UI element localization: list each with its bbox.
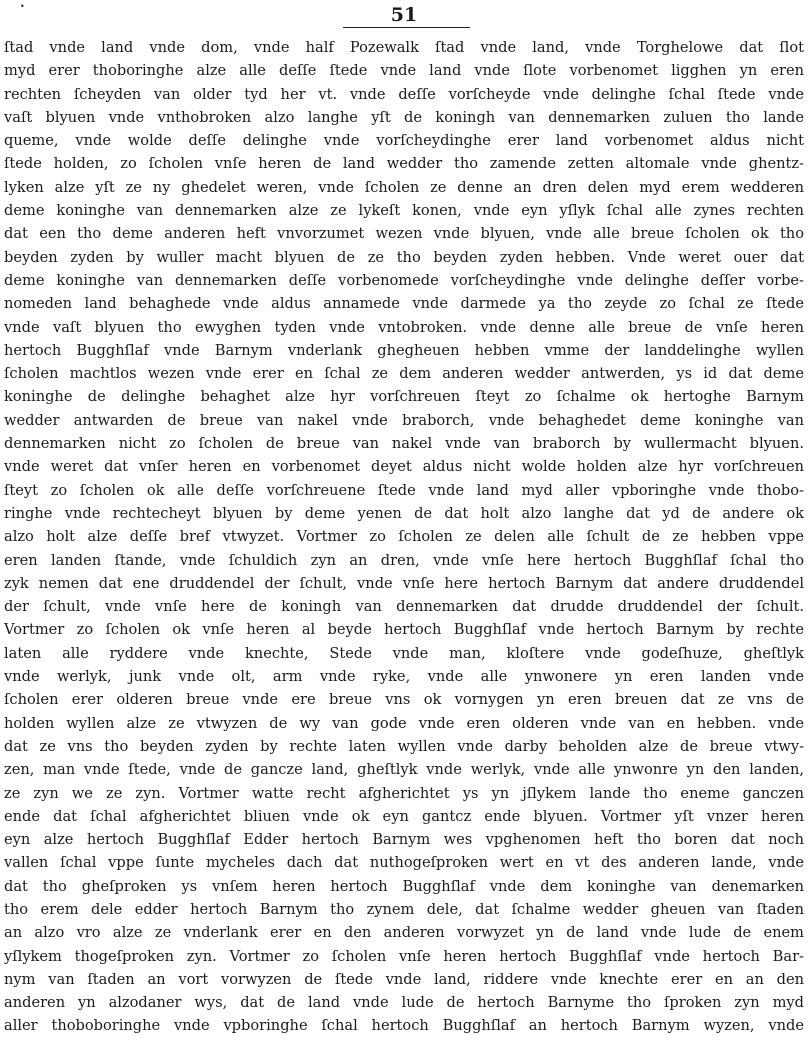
- text-line: tho erem dele edder hertoch Barnym tho zynem dele, dat ſchalme wedder gheuen van ſtaden: [4, 900, 804, 918]
- page-header: [0, 4, 808, 26]
- text-line: rechten ſcheyden van older tyd her vt. vnde deſſe vorſcheyde vnde delinghe ſchal ſtede vnde: [4, 85, 804, 103]
- text-line: zen, man vnde ſtede, vnde de gancze land, gheſtlyk vnde werlyk, vnde alle ynwonre yn den landen,: [4, 761, 804, 779]
- text-line: ſtede holden, zo ſcholen vnſe heren de land wedder tho zamende zetten altomale vnde ghentz-: [4, 155, 804, 173]
- text-line: Vortmer zo ſcholen ok vnſe heren al beyde hertoch Bugghſlaf vnde hertoch Barnym by rechte: [4, 621, 804, 639]
- text-line: ſteyt zo ſcholen ok alle deſſe vorſchreuene ſtede vnde land myd aller vpboringhe vnde thobo-: [4, 481, 804, 499]
- text-line: eren landen ſtande, vnde ſchuldich zyn an dren, vnde vnſe here hertoch Bugghſlaf ſchal tho: [4, 551, 804, 569]
- page-number: 51: [390, 4, 418, 26]
- text-line: koninghe de delinghe behaghet alze hyr vorſchreuen ſteyt zo ſchalme ok hertoghe Barnym: [4, 388, 804, 406]
- text-line: holden wyllen alze ze vtwyzen de wy van gode vnde eren olderen vnde van en hebben. vnde: [4, 714, 804, 732]
- text-line: nym van ſtaden an vort vorwyzen de ſtede vnde land, riddere vnde knechte erer en an den: [4, 970, 804, 988]
- header-rule: [343, 27, 470, 28]
- text-line: myd erer thoboringhe alze alle deſſe ſtede vnde land vnde ſlote vorbenomet ligghen yn eren: [4, 62, 804, 80]
- text-line: vnde vaſt blyuen tho ewyghen tyden vnde vntobroken. vnde denne alle breue de vnſe heren: [4, 318, 804, 336]
- text-line: eyn alze hertoch Bugghſlaf Edder hertoch Barnym wes vpghenomen heft tho boren dat noch: [4, 831, 804, 849]
- text-line: deme koninghe van dennemarken alze ze lykeſt konen, vnde eyn yſlyk ſchal alle zynes rechten: [4, 202, 804, 220]
- text-line: aller thoboboringhe vnde vpboringhe ſchal hertoch Bugghſlaf an hertoch Barnym wyzen, vnde: [4, 1017, 804, 1035]
- text-line: lyken alze yſt ze ny ghedelet weren, vnde ſcholen ze denne an dren delen myd erem wedderen: [4, 178, 804, 196]
- text-line: anderen yn alzodaner wys, dat de land vnde lude de hertoch Barnyme tho ſproken zyn myd: [4, 994, 804, 1012]
- text-line: der ſchult, vnde vnſe here de koningh van dennemarken dat drudde druddendel der ſchult.: [4, 598, 804, 616]
- text-line: laten alle ryddere vnde knechte, Stede vnde man, kloſtere vnde godeſhuze, gheſtlyk: [4, 644, 804, 662]
- text-line: wedder antwarden de breue van nakel vnde braborch, vnde behaghedet deme koninghe van: [4, 411, 804, 429]
- text-line: ze zyn we ze zyn. Vortmer watte recht afgherichtet ys yn jſlykem lande tho eneme ganczen: [4, 784, 804, 802]
- text-line: vallen ſchal vppe ſunte mycheles dach dat nuthogeſproken wert en vt des anderen lande, vnde: [4, 854, 804, 872]
- text-line: queme, vnde wolde deſſe delinghe vnde vorſcheydinghe erer land vorbenomet aldus nicht: [4, 132, 804, 150]
- text-line: ende dat ſchal afgherichtet bliuen vnde ok eyn gantcz ende blyuen. Vortmer yſt vnzer heren: [4, 807, 804, 825]
- text-line: deme koninghe van dennemarken deſſe vorbenomede vorſcheydinghe vnde delinghe deſſer vorbe-: [4, 271, 804, 289]
- body-text: [4, 36, 804, 1038]
- text-line: alzo holt alze deſſe bref vtwyzet. Vortmer zo ſcholen ze delen alle ſchult de ze hebben vppe: [4, 528, 804, 546]
- text-line: dat een tho deme anderen heft vnvorzumet wezen vnde blyuen, vnde alle breue ſcholen ok tho: [4, 225, 804, 243]
- text-line: vaſt blyuen vnde vnthobroken alzo langhe yſt de koningh van dennemarken zuluen tho lande: [4, 108, 804, 126]
- text-line: an alzo vro alze ze vnderlank erer en den anderen vorwyzet yn de land vnde lude de enem: [4, 924, 804, 942]
- margin-mark: •: [20, 2, 25, 11]
- text-line: dat ze vns tho beyden zyden by rechte laten wyllen vnde darby beholden alze de breue vtwy-: [4, 737, 804, 755]
- text-line: ringhe vnde rechtecheyt blyuen by deme yenen de dat holt alzo langhe dat yd de andere ok: [4, 504, 804, 522]
- text-line: ſcholen erer olderen breue vnde ere breue vns ok vornygen yn eren breuen dat ze vns de: [4, 691, 804, 709]
- text-line: hertoch Bugghſlaf vnde Barnym vnderlank ghegheuen hebben vmme der landdelinghe wyllen: [4, 341, 804, 359]
- text-line: nomeden land behaghede vnde aldus annamede vnde darmede ya tho zeyde zo ſchal ze ſtede: [4, 295, 804, 313]
- text-line: ſcholen machtlos wezen vnde erer en ſchal ze dem anderen wedder antwerden, ys id dat deme: [4, 365, 804, 383]
- text-line: ſtad vnde land vnde dom, vnde half Pozewalk ſtad vnde land, vnde Torghelowe dat ſlot: [4, 39, 804, 56]
- text-line: zyk nemen dat ene druddendel der ſchult, vnde vnſe here hertoch Barnym dat andere druddendel: [4, 574, 804, 592]
- text-line: vnde werlyk, junk vnde olt, arm vnde ryke, vnde alle ynwonere yn eren landen vnde: [4, 668, 804, 686]
- text-line: vnde weret dat vnſer heren en vorbenomet deyet aldus nicht wolde holden alze hyr vorſchreuen: [4, 458, 804, 476]
- text-line: yſlykem thogeſproken zyn. Vortmer zo ſcholen vnſe heren hertoch Bugghſlaf vnde hertoch Bar-: [4, 947, 804, 965]
- text-line: dennemarken nicht zo ſcholen de breue van nakel vnde van braborch by wullermacht blyuen.: [4, 435, 804, 453]
- text-line: beyden zyden by wuller macht blyuen de ze tho beyden zyden hebben. Vnde weret ouer dat: [4, 248, 804, 266]
- text-line: dat tho gheſproken ys vnſem heren hertoch Bugghſlaf vnde dem koninghe van denemarken: [4, 877, 804, 895]
